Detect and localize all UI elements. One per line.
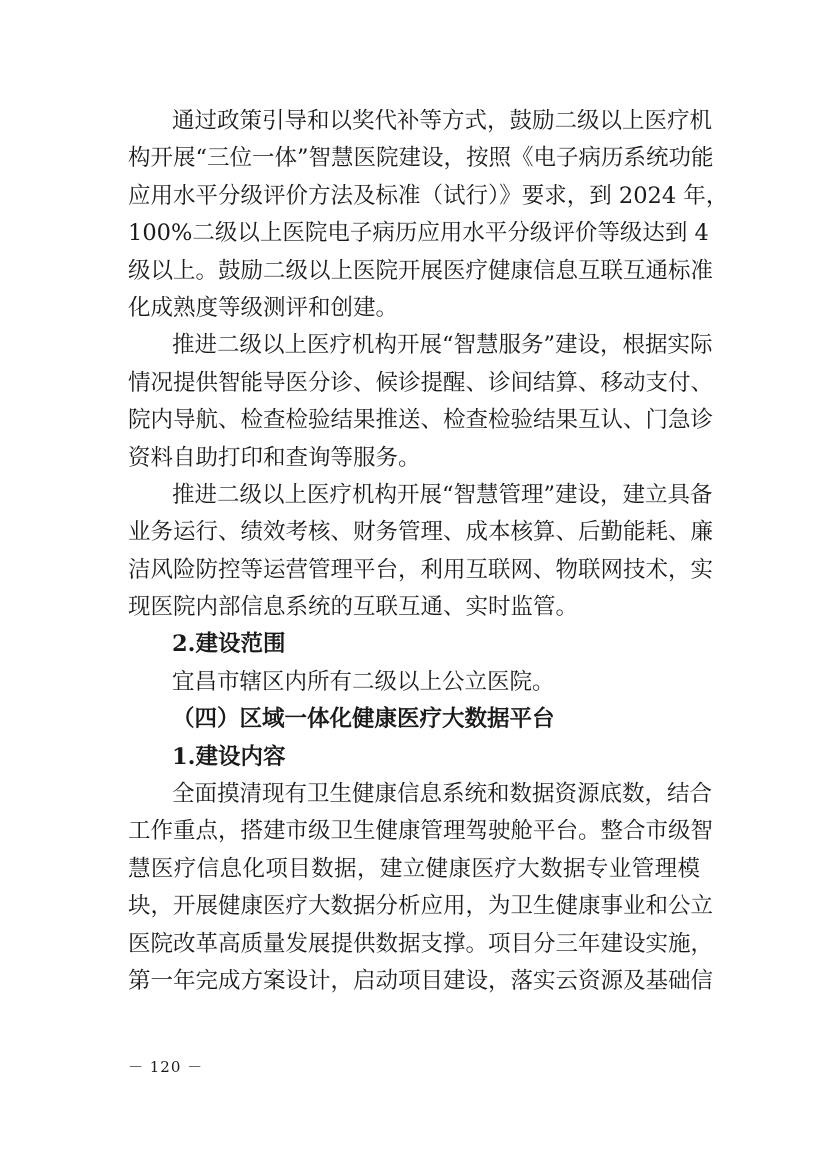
- text-line: 1.建设内容: [172, 743, 286, 770]
- text-line: 构开展“三位一体”智慧医院建设，按照《电子病历系统功能: [128, 145, 714, 172]
- text-line: 医院改革高质量发展提供数据支撑。项目分三年建设实施，: [128, 930, 714, 957]
- text-line: （四）区域一体化健康医疗大数据平台: [172, 706, 555, 733]
- text-line: 通过政策引导和以奖代补等方式，鼓励二级以上医疗机: [172, 108, 713, 134]
- text-line: 级以上。鼓励二级以上医院开展医疗健康信息互联互通标准: [128, 257, 714, 284]
- paragraph: [128, 327, 714, 477]
- paragraph: [128, 103, 729, 327]
- text-line: 第一年完成方案设计，启动项目建设，落实云资源及基础信: [128, 967, 714, 994]
- text-line: 宜昌市辖区内所有二级以上公立医院。: [172, 668, 555, 695]
- paragraph: [128, 477, 714, 627]
- text-line: 情况提供智能导医分诊、候诊提醒、诊间结算、移动支付、: [128, 369, 714, 396]
- document-body: [128, 103, 729, 1000]
- text-line: 业务运行、绩效考核、财务管理、成本核算、后勤能耗、廉: [128, 519, 714, 546]
- text-line: 全面摸清现有卫生健康信息系统和数据资源底数，结合: [172, 781, 713, 808]
- text-line: 化成熟度等级测评和创建。: [128, 294, 399, 321]
- text-line: 块，开展健康医疗大数据分析应用，为卫生健康事业和公立: [128, 893, 714, 920]
- text-line: 推进二级以上医疗机构开展“智慧服务”建设，根据实际: [172, 332, 713, 359]
- section-heading: [128, 626, 700, 663]
- text-line: 院内导航、检查检验结果推送、检查检验结果互认、门急诊: [128, 407, 714, 434]
- section-heading: [128, 739, 700, 776]
- text-line: 2.建设范围: [172, 631, 286, 658]
- text-line: 洁风险防控等运营管理平台，利用互联网、物联网技术，实: [128, 556, 714, 583]
- paragraph: [128, 664, 700, 701]
- paragraph: [128, 776, 714, 1000]
- section-heading: [128, 701, 700, 738]
- text-line: 资料自助打印和查询等服务。: [128, 444, 421, 471]
- text-line: 应用水平分级评价方法及标准（试行）》要求，到 2024 年，: [128, 182, 729, 209]
- text-line: 100%二级以上医院电子病历应用水平分级评价等级达到 4: [128, 220, 709, 247]
- text-line: 工作重点，搭建市级卫生健康管理驾驶舱平台。整合市级智: [128, 818, 714, 845]
- text-line: 慧医疗信息化项目数据，建立健康医疗大数据专业管理模: [128, 855, 700, 882]
- text-line: 推进二级以上医疗机构开展“智慧管理”建设，建立具备: [172, 481, 713, 508]
- page-number: － 120 －: [128, 1058, 204, 1076]
- text-line: 现医院内部信息系统的互联互通、实时监管。: [128, 594, 579, 621]
